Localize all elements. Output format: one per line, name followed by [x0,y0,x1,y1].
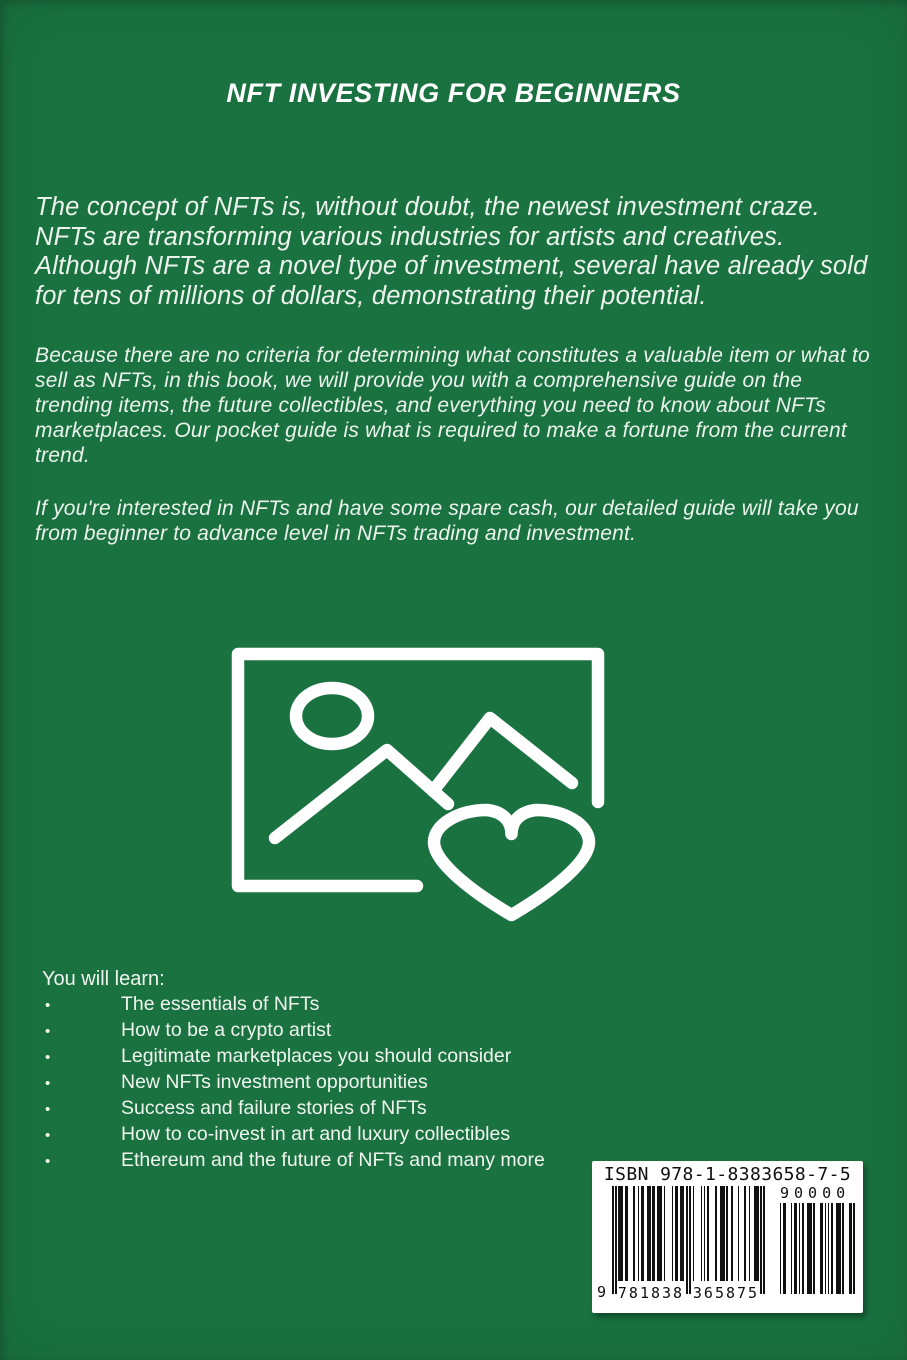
learn-section [42,966,545,1174]
ean13-lead-digit: 9 [597,1283,607,1301]
picture-with-heart-icon [228,644,608,929]
bullet-icon: • [45,1101,51,1118]
list-item-label: The essentials of NFTs [121,993,320,1015]
small-mountain [275,750,448,838]
learn-heading: You will learn: [42,968,165,990]
large-mountain [433,718,572,791]
description-paragraph: The concept of NFTs is, without doubt, the newest investment craze. NFTs are transforming various industries for artists and creatives. Although NFTs are a novel type of investment, several have already sold for tens of millions of dollars, demonstrating their potential. [35,193,868,310]
isbn-label: ISBN 978-1-8383658-7-5 [603,1164,852,1185]
bullet-icon: • [45,1127,51,1144]
list-item-label: Ethereum and the future of NFTs and many more [121,1149,545,1171]
book-title: NFT INVESTING FOR BEGINNERS [226,78,681,108]
bullet-icon: • [45,1153,51,1170]
list-item [42,1096,545,1122]
list-item-label: How to co-invest in art and luxury collectibles [121,1123,511,1145]
list-item [42,1018,545,1044]
supplement-bars [778,1203,855,1294]
list-item [42,1070,545,1096]
supplement-price-code: 90000 [780,1184,851,1202]
list-item [42,1148,545,1174]
heart-shape [434,810,589,915]
sun-shape [296,688,368,744]
list-item-label: Legitimate marketplaces you should consider [121,1045,512,1067]
list-item [42,992,545,1018]
description-section [35,193,871,574]
ean13-right-digits: 365875 [692,1281,760,1309]
description-paragraph: Because there are no criteria for determining what constitutes a valuable item or what to sell as NFTs, in this book, we will provide you with a comprehensive guide on the trending items, the future collectibles, and everything you need to know about NFTs marketplaces. Our pocket guide is what is required to make a fortune from the current trend. [35,344,870,467]
ean13-left-digits: 781838 [617,1281,685,1309]
bullet-icon: • [45,1023,51,1040]
ean13-bars [612,1186,765,1294]
list-item-label: How to be a crypto artist [121,1019,332,1041]
learn-list [42,992,545,1174]
isbn-barcode [592,1161,863,1313]
description-paragraph: If you're interested in NFTs and have some spare cash, our detailed guide will take you from beginner to advance level in NFTs trading and investment. [35,497,859,545]
list-item [42,1044,545,1070]
list-item [42,1122,545,1148]
bullet-icon: • [45,1049,51,1066]
bullet-icon: • [45,1075,51,1092]
bullet-icon: • [45,997,51,1014]
list-item-label: New NFTs investment opportunities [121,1071,428,1093]
list-item-label: Success and failure stories of NFTs [121,1097,427,1119]
